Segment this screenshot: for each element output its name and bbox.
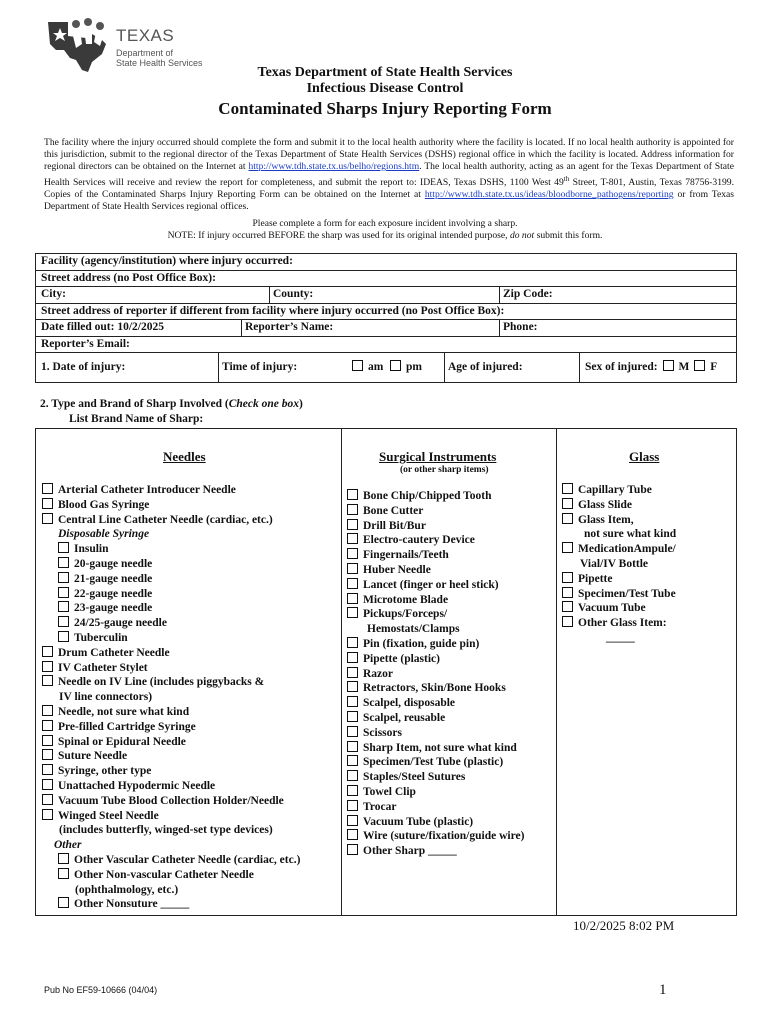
syringe-item-label: 20-gauge needle (74, 557, 153, 570)
am-checkbox-group[interactable] (352, 353, 383, 382)
needle-item-label: Syringe, other type (58, 765, 152, 778)
other-nonvascular-label: Other Non-vascular Catheter Needle (74, 868, 254, 881)
checkbox[interactable] (562, 601, 573, 612)
report-fields-table (35, 253, 737, 383)
surgical-item-label: Pipette (plastic) (363, 652, 440, 665)
regions-link[interactable]: http://www.tdh.state.tx.us/belho/regions.htm (248, 161, 420, 172)
ampule-cont: Vial/IV Bottle (580, 557, 649, 570)
glass-item[interactable] (562, 483, 676, 498)
surgical-item[interactable] (347, 593, 524, 608)
checkbox[interactable] (58, 601, 69, 612)
needle-item[interactable] (42, 868, 300, 883)
needle-item-label: Winged Steel Needle (58, 809, 159, 822)
checkbox[interactable] (347, 563, 358, 574)
surgical-item-label: Fingernails/Teeth (363, 549, 449, 562)
section2-title-c: ) (299, 398, 303, 410)
surgical-item-label: Wire (suture/fixation/guide wire) (363, 830, 525, 843)
injury-row (36, 353, 736, 383)
street-label: Street address (no Post Office Box): (41, 271, 216, 284)
needle-item-label: Suture Needle (58, 750, 128, 763)
surgical-item[interactable] (347, 504, 524, 519)
surgical-item[interactable] (347, 519, 524, 534)
needle-item[interactable] (42, 809, 300, 824)
needle-item[interactable] (42, 764, 300, 779)
glass-item-label: Vacuum Tube (578, 602, 646, 615)
needle-item-label: Central Line Catheter Needle (cardiac, etc.) (58, 513, 273, 526)
syringe-item[interactable] (58, 587, 300, 602)
intro-text-4: or from Texas Department of State Health Services regional offices. (44, 189, 734, 213)
intro-paragraph (44, 137, 734, 213)
needle-item[interactable] (42, 749, 300, 764)
syringe-item[interactable] (58, 542, 300, 557)
surgical-list (347, 489, 524, 859)
surgical-item[interactable] (347, 563, 524, 578)
email-row[interactable] (36, 337, 736, 354)
intro-text-1: The facility where the injury occurred should complete the form and submit it to the local health authority where the facility is located. If no local health authority is appointed for this jurisdiction, submit to the regional director of the Texas Department of State Health Services (DSHS) regional office in which the facility is located. Address information for regional directors can be obtained on the Internet at (44, 137, 734, 172)
reporter-email-label: Reporter’s Email: (41, 337, 130, 350)
date-reporter-row (36, 320, 736, 337)
syringe-item-label: 22-gauge needle (74, 587, 153, 600)
surgical-item-label: Huber Needle (363, 563, 431, 576)
glass-blank: _____ (606, 631, 635, 644)
winged-cont: (includes butterfly, winged-set type devices) (59, 824, 273, 837)
surgical-item-label: Towel Clip (363, 785, 416, 798)
checkbox[interactable] (347, 815, 358, 826)
surgical-item[interactable] (347, 815, 524, 830)
surgical-item[interactable] (347, 755, 524, 770)
surgical-item[interactable] (347, 741, 524, 756)
checkbox[interactable] (58, 616, 69, 627)
syringe-item-label: 21-gauge needle (74, 572, 153, 585)
sex-label: Sex of injured: (585, 361, 658, 373)
am-label: am (368, 361, 384, 373)
other-vascular-label: Other Vascular Catheter Needle (cardiac, etc.) (74, 853, 301, 866)
surgical-item-label: Retractors, Skin/Bone Hooks (363, 682, 506, 695)
glass-item[interactable] (562, 616, 676, 631)
syringe-item[interactable] (58, 616, 300, 631)
timestamp: 10/2/2025 8:02 PM (573, 918, 675, 933)
syringe-item-label: 24/25-gauge needle (74, 617, 167, 630)
surgical-item-label: Trocar (363, 800, 397, 813)
surgical-item[interactable] (347, 711, 524, 726)
surgical-item[interactable] (347, 844, 524, 859)
date-injury-label: 1. Date of injury: (41, 361, 126, 373)
checkbox[interactable] (347, 519, 358, 530)
checkbox[interactable] (58, 897, 69, 908)
surgical-item-label: Electro-cautery Device (363, 534, 475, 547)
checkbox[interactable] (347, 696, 358, 707)
surgical-item-label: Microtome Blade (363, 593, 449, 606)
pub-number: Pub No EF59-10666 (04/04) (44, 985, 158, 995)
warning-note-emph: do not (509, 230, 535, 241)
surgical-item[interactable] (347, 800, 524, 815)
surgical-item-label: Staples/Steel Sutures (363, 771, 466, 784)
syringe-item[interactable] (58, 557, 300, 572)
reporter-name-label: Reporter’s Name: (245, 321, 334, 333)
pm-checkbox-group[interactable] (390, 353, 422, 382)
syringe-item-label: 23-gauge needle (74, 602, 153, 615)
surgical-item[interactable] (347, 681, 524, 696)
checkbox[interactable] (42, 779, 53, 790)
syringe-item-label: Tuberculin (74, 631, 128, 644)
zip-label: Zip Code: (503, 288, 553, 300)
form-title: Contaminated Sharps Injury Reporting Form (218, 99, 552, 118)
needle-item[interactable] (42, 779, 300, 794)
logo-line2: Department of (116, 48, 174, 58)
surgical-item[interactable] (347, 770, 524, 785)
surgical-item-label: Scalpel, reusable (363, 711, 446, 724)
surgical-item[interactable] (347, 726, 524, 741)
checkbox[interactable] (347, 593, 358, 604)
needle-item[interactable] (42, 794, 300, 809)
pm-checkbox[interactable] (390, 360, 401, 371)
surgical-subheading: (or other sharp items) (400, 465, 489, 475)
needle-item-label: Blood Gas Syringe (58, 498, 150, 511)
county-label: County: (273, 288, 314, 300)
surgical-item[interactable] (347, 652, 524, 667)
surgical-heading: Surgical Instruments (379, 449, 497, 464)
checkbox[interactable] (42, 483, 53, 494)
surgical-item[interactable] (347, 489, 524, 504)
facility-row[interactable] (36, 254, 736, 271)
surgical-item[interactable] (347, 829, 524, 844)
reporter-street-label: Street address of reporter if different from facility where injury occurred (no Post Office Box): (41, 304, 505, 317)
checkbox[interactable] (562, 513, 573, 524)
surgical-item-label: Pickups/Forceps/ (363, 608, 448, 621)
checkbox[interactable] (42, 720, 53, 731)
checkbox[interactable] (562, 498, 573, 509)
female-checkbox[interactable] (694, 360, 705, 371)
surgical-item-label: Other Sharp _____ (363, 845, 457, 858)
glass-item[interactable] (562, 542, 676, 557)
surgical-item-label: Sharp Item, not sure what kind (363, 741, 517, 754)
surgical-item[interactable] (347, 785, 524, 800)
checkbox[interactable] (58, 631, 69, 642)
phone-label: Phone: (503, 321, 538, 333)
checkbox[interactable] (347, 726, 358, 737)
other-nonvascular-cont: (ophthalmology, etc.) (75, 883, 179, 896)
checkbox[interactable] (347, 844, 358, 855)
facility-label: Facility (agency/institution) where injury occurred: (41, 255, 293, 267)
needle-item-label: Vacuum Tube Blood Collection Holder/Needle (58, 794, 284, 807)
needle-item[interactable] (42, 897, 300, 912)
checkbox[interactable] (347, 770, 358, 781)
glass-item-label: Specimen/Test Tube (578, 587, 676, 600)
glass-item-label: Glass Item, (578, 513, 634, 526)
checkbox[interactable] (562, 483, 573, 494)
intro-text-3: Street, T-801, Austin, Texas 78756-3199. Copies of the Contaminated Sharps Injury Reporting Form can be obtained on the Internet at (44, 177, 734, 201)
checkbox[interactable] (347, 548, 358, 559)
needle-item-label: Unattached Hypodermic Needle (58, 779, 216, 792)
brand-name-label: List Brand Name of Sharp: (69, 413, 204, 425)
age-label: Age of injured: (448, 361, 523, 373)
needles-heading: Needles (163, 449, 206, 464)
checkbox[interactable] (347, 681, 358, 692)
glass-item[interactable] (562, 587, 676, 602)
surgical-item-label: Drill Bit/Bur (363, 519, 426, 532)
surgical-item[interactable] (347, 533, 524, 548)
logo-texas-text: TEXAS (116, 26, 175, 45)
syringe-item[interactable] (58, 631, 300, 646)
glass-item-label: Pipette (578, 572, 613, 585)
needle-item-label: Needle, not sure what kind (58, 705, 190, 718)
glass-item-cont: not sure what kind (584, 528, 677, 541)
pm-label: pm (406, 361, 422, 373)
needle-item[interactable] (42, 675, 300, 690)
division-title: Infectious Disease Control (306, 81, 464, 96)
needle-item[interactable] (42, 513, 300, 528)
reporting-link[interactable]: http://www.tdh.state.tx.us/ideas/bloodborne_pathogens/reporting (424, 189, 674, 201)
agency-title: Texas Department of State Health Services (257, 65, 513, 80)
needle-item[interactable] (42, 735, 300, 750)
surgical-item-label: Bone Chip/Chipped Tooth (363, 490, 492, 502)
needle-item-label: Needle on IV Line (includes piggybacks & (58, 676, 265, 689)
surgical-item-label: Lancet (finger or heel stick) (363, 578, 499, 591)
surgical-item-label: Vacuum Tube (plastic) (363, 815, 474, 828)
male-checkbox[interactable] (663, 360, 674, 371)
surgical-item[interactable] (347, 667, 524, 682)
warning-note (0, 230, 770, 241)
sex-field (585, 353, 717, 382)
glass-item[interactable] (562, 498, 676, 513)
glass-item-label: Glass Slide (578, 498, 633, 511)
street-row[interactable] (36, 271, 736, 288)
checkbox[interactable] (347, 711, 358, 722)
syringe-item[interactable] (58, 572, 300, 587)
glass-item-label: Other Glass Item: (578, 617, 667, 630)
surgical-item[interactable] (347, 696, 524, 711)
checkbox[interactable] (42, 498, 53, 509)
surgical-item-label: Bone Cutter (363, 504, 424, 517)
needle-item[interactable] (42, 646, 300, 661)
intro-sup: th (563, 175, 570, 183)
checkbox[interactable] (347, 533, 358, 544)
glass-item-label: MedicationAmpule/ (578, 543, 676, 556)
checkbox[interactable] (347, 504, 358, 515)
female-label: F (710, 361, 718, 373)
intro-text-2: . The local health authority, acting as an agent for the Texas Department of State Health Services will receive and review the report for completeness, and submit the report to: IDEAS, Texas DSHS, 1100 West 49 (44, 161, 734, 189)
warning-note-a: NOTE: If injury occurred BEFORE the sharp was used for its original intended purpose, (167, 230, 510, 241)
needle-item[interactable] (42, 720, 300, 735)
surgical-item-label: Razor (363, 667, 394, 680)
checkbox[interactable] (347, 741, 358, 752)
syringe-item-label: Insulin (74, 543, 109, 556)
logo-line3: State Health Services (116, 58, 203, 68)
checkbox[interactable] (58, 587, 69, 598)
surgical-item-label: Specimen/Test Tube (plastic) (363, 756, 504, 769)
checkbox[interactable] (562, 572, 573, 583)
surgical-item-label: Scalpel, disposable (363, 697, 456, 710)
instruction-note: Please complete a form for each exposure incident involving a sharp. (252, 218, 518, 229)
other-label: Other (54, 839, 82, 852)
time-injury-label: Time of injury: (222, 361, 298, 373)
checkbox[interactable] (42, 764, 53, 775)
checkbox[interactable] (58, 542, 69, 553)
needle-item[interactable] (42, 661, 300, 676)
needle-item-label: Arterial Catheter Introducer Needle (58, 484, 236, 496)
glass-item[interactable] (562, 601, 676, 616)
checkbox[interactable] (42, 794, 53, 805)
needle-item-label: Drum Catheter Needle (58, 646, 170, 659)
checkbox[interactable] (58, 853, 69, 864)
checkbox[interactable] (347, 755, 358, 766)
needles-list (42, 483, 300, 912)
checkbox[interactable] (347, 800, 358, 811)
needle-item[interactable] (42, 483, 300, 498)
surgical-item[interactable] (347, 548, 524, 563)
checkbox[interactable] (42, 513, 53, 524)
male-label: M (678, 361, 690, 373)
checkbox[interactable] (42, 705, 53, 716)
other-nonsuture-label: Other Nonsuture _____ (74, 898, 190, 911)
section2-title (40, 398, 303, 410)
surgical-item-label: Scissors (363, 726, 402, 739)
surgical-item-label: Pin (fixation, guide pin) (363, 637, 480, 650)
checkbox[interactable] (42, 735, 53, 746)
needle-item[interactable] (42, 498, 300, 513)
surgical-item[interactable] (347, 607, 524, 622)
glass-item-label: Capillary Tube (578, 484, 652, 496)
section2-title-emph: Check one box (228, 398, 300, 410)
checkbox[interactable] (347, 667, 358, 678)
checkbox[interactable] (562, 587, 573, 598)
city-label: City: (41, 288, 66, 300)
disposable-syringe-label: Disposable Syringe (58, 528, 150, 541)
needle-item-label: Pre-filled Cartridge Syringe (58, 720, 196, 733)
checkbox[interactable] (58, 557, 69, 568)
checkbox[interactable] (347, 829, 358, 840)
checkbox[interactable] (347, 652, 358, 663)
checkbox[interactable] (42, 675, 53, 686)
sharp-type-table (35, 428, 737, 916)
checkbox[interactable] (347, 637, 358, 648)
needle-item-label: IV Catheter Stylet (58, 661, 148, 674)
date-filled-label: Date filled out: 10/2/2025 (41, 321, 164, 333)
checkbox[interactable] (42, 749, 53, 760)
needle-item[interactable] (42, 853, 300, 868)
checkbox[interactable] (347, 607, 358, 618)
surgical-item[interactable] (347, 637, 524, 652)
checkbox[interactable] (58, 572, 69, 583)
surgical-item[interactable] (347, 578, 524, 593)
needle-item-label: Spinal or Epidural Needle (58, 735, 186, 748)
needle-item[interactable] (42, 705, 300, 720)
glass-item[interactable] (562, 572, 676, 587)
iv-line-cont: IV line connectors) (59, 691, 153, 704)
checkbox[interactable] (58, 868, 69, 879)
checkbox[interactable] (562, 542, 573, 553)
glass-list (562, 483, 676, 646)
checkbox[interactable] (562, 616, 573, 627)
pickups-cont: Hemostats/Clamps (367, 623, 460, 636)
warning-note-c: submit this form. (534, 230, 603, 241)
checkbox[interactable] (42, 661, 53, 672)
checkbox[interactable] (347, 578, 358, 589)
checkbox[interactable] (347, 489, 358, 500)
glass-item[interactable] (562, 513, 676, 528)
checkbox[interactable] (347, 785, 358, 796)
checkbox[interactable] (42, 809, 53, 820)
syringe-item[interactable] (58, 601, 300, 616)
reporter-street-row[interactable] (36, 304, 736, 321)
page-number: 1 (659, 982, 667, 998)
city-row (36, 287, 736, 304)
am-checkbox[interactable] (352, 360, 363, 371)
section2-title-a: 2. Type and Brand of Sharp Involved ( (40, 398, 229, 410)
glass-heading: Glass (629, 449, 660, 464)
checkbox[interactable] (42, 646, 53, 657)
